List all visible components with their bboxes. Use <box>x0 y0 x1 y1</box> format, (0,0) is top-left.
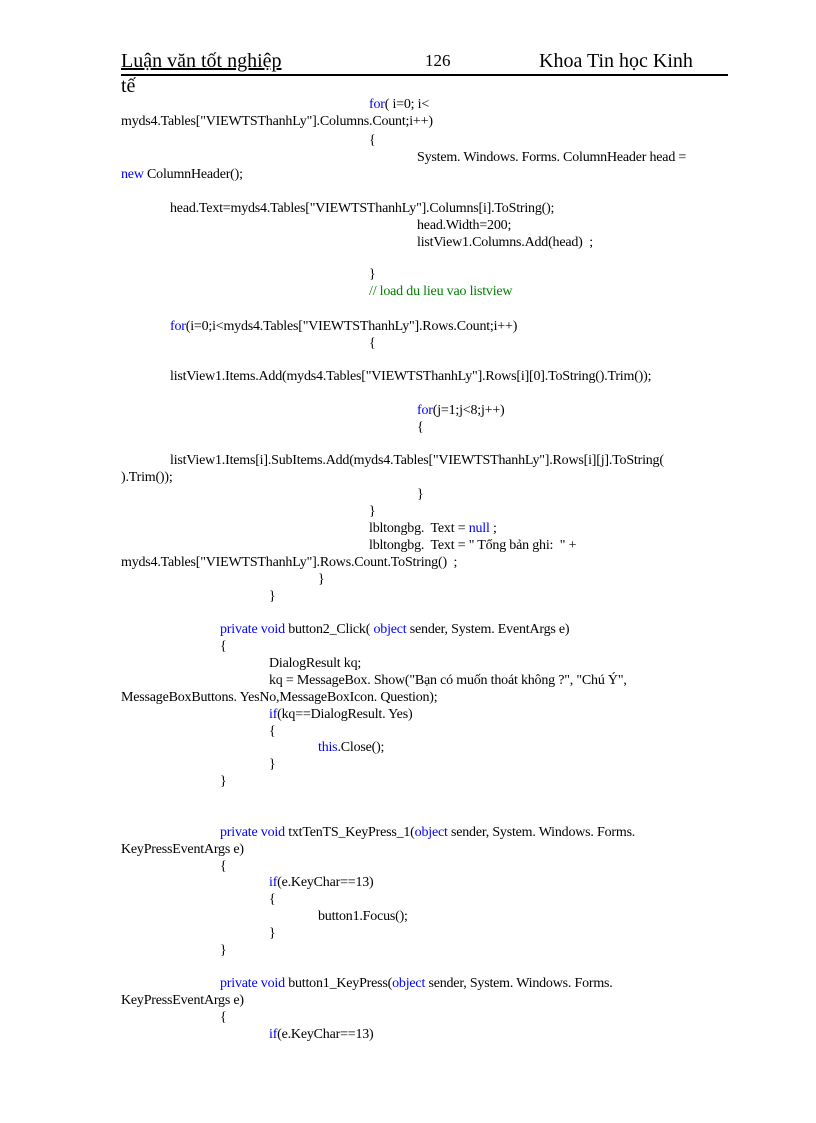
code-text: MessageBoxButtons. YesNo,MessageBoxIcon. Question); <box>121 690 438 705</box>
code-line <box>269 1026 374 1043</box>
code-line <box>269 588 276 605</box>
code-text: { <box>269 724 276 739</box>
faculty-name: Khoa Tin học Kinh <box>539 50 693 72</box>
thesis-title: Luận văn tốt nghiệp <box>121 50 282 72</box>
code-text: { <box>220 639 227 654</box>
code-text: ColumnHeader(); <box>143 167 243 182</box>
code-line <box>220 942 227 959</box>
code-text: (i=0;i<myds4.Tables["VIEWTSThanhLy"].Rows.Count;i++) <box>185 319 518 334</box>
code-text: DialogResult kq; <box>269 656 362 671</box>
code-text: System. Windows. Forms. ColumnHeader head = <box>417 150 687 165</box>
code-text: { <box>220 1010 227 1025</box>
code-text: } <box>417 487 424 502</box>
code-line <box>269 925 276 942</box>
code-text: sender, System. Windows. Forms. <box>425 976 613 991</box>
code-line <box>170 200 554 217</box>
code-line <box>220 1009 227 1026</box>
code-line <box>121 841 244 858</box>
code-text: } <box>369 504 376 519</box>
code-line <box>269 874 374 891</box>
code-text: ; <box>489 521 497 536</box>
code-line <box>220 858 227 875</box>
code-keyword: private <box>220 622 258 637</box>
page-header <box>121 48 728 76</box>
code-keyword: this <box>318 740 338 755</box>
code-line <box>220 975 613 992</box>
code-text: KeyPressEventArgs e) <box>121 993 244 1008</box>
code-line <box>220 773 227 790</box>
code-line <box>269 723 276 740</box>
code-text: sender, System. EventArgs e) <box>406 622 570 637</box>
code-text: KeyPressEventArgs e) <box>121 842 244 857</box>
code-line <box>369 335 376 352</box>
code-comment: // load du lieu vao listview <box>369 284 513 299</box>
code-text: button1_KeyPress( <box>284 976 393 991</box>
code-line <box>121 166 243 183</box>
code-text: (j=1;j<8;j++) <box>432 403 505 418</box>
code-text: } <box>269 926 276 941</box>
code-text: } <box>220 774 227 789</box>
code-line <box>369 520 497 537</box>
code-keyword: null <box>468 521 490 536</box>
code-text: listView1.Columns.Add(head) ; <box>417 235 593 250</box>
code-line <box>170 452 664 469</box>
code-line <box>318 739 384 756</box>
code-line <box>220 824 635 841</box>
code-keyword: private <box>220 976 258 991</box>
code-text: ).Trim()); <box>121 470 173 485</box>
code-line <box>417 402 505 419</box>
code-text: lbltongbg. Text = <box>369 521 469 536</box>
code-keyword: void <box>260 825 285 840</box>
code-text: (e.KeyChar==13) <box>277 875 374 890</box>
code-text: listView1.Items[i].SubItems.Add(myds4.Tables["VIEWTSThanhLy"].Rows[i][j].ToString( <box>170 453 664 468</box>
code-text: myds4.Tables["VIEWTSThanhLy"].Columns.Count;i++) <box>121 114 433 129</box>
code-text: txtTenTS_KeyPress_1( <box>284 825 415 840</box>
code-line <box>369 503 376 520</box>
code-keyword: for <box>369 97 385 112</box>
code-text: head.Width=200; <box>417 218 512 233</box>
code-text: sender, System. Windows. Forms. <box>447 825 636 840</box>
code-line <box>417 217 511 234</box>
code-line <box>121 992 244 1009</box>
code-line <box>318 908 408 925</box>
code-line <box>220 621 569 638</box>
code-line <box>318 571 325 588</box>
code-keyword: new <box>121 167 144 182</box>
code-text: head.Text=myds4.Tables["VIEWTSThanhLy"].Columns[i].ToString(); <box>170 201 555 216</box>
code-line <box>417 486 424 503</box>
code-line <box>269 655 361 672</box>
code-keyword: for <box>170 319 186 334</box>
code-text: myds4.Tables["VIEWTSThanhLy"].Rows.Count.ToString() ; <box>121 555 458 570</box>
code-text: } <box>269 757 276 772</box>
code-line <box>170 368 651 385</box>
code-keyword: object <box>373 622 407 637</box>
code-keyword: private <box>220 825 258 840</box>
code-line <box>121 689 437 706</box>
faculty-name-continued: tế <box>121 75 136 97</box>
code-text: (kq==DialogResult. Yes) <box>277 707 413 722</box>
code-line <box>121 469 173 486</box>
code-text: { <box>369 336 376 351</box>
code-text: lbltongbg. Text = " Tổng bản ghi: " + <box>369 538 577 553</box>
code-line <box>369 537 576 554</box>
code-line <box>369 283 512 300</box>
code-keyword: object <box>414 825 448 840</box>
code-text: ( i=0; i< <box>384 97 430 112</box>
page-number: 126 <box>425 51 451 70</box>
code-line <box>369 266 376 283</box>
code-text: listView1.Items.Add(myds4.Tables["VIEWTSThanhLy"].Rows[i][0].ToString().Trim()); <box>170 369 652 384</box>
code-line <box>417 149 686 166</box>
code-text: { <box>269 892 276 907</box>
code-text: { <box>369 133 376 148</box>
code-text: .Close(); <box>337 740 385 755</box>
code-line <box>269 756 276 773</box>
code-line <box>220 638 227 655</box>
code-text: } <box>269 589 276 604</box>
code-text: { <box>417 420 424 435</box>
code-line <box>269 706 412 723</box>
code-keyword: if <box>269 707 278 722</box>
code-line <box>170 318 517 335</box>
code-keyword: for <box>417 403 433 418</box>
code-keyword: void <box>260 976 285 991</box>
code-text: button1.Focus(); <box>318 909 408 924</box>
code-line <box>269 672 627 689</box>
code-keyword: object <box>392 976 426 991</box>
code-text: kq = MessageBox. Show("Bạn có muốn thoát không ?", "Chú Ý", <box>269 673 627 688</box>
code-line <box>369 132 376 149</box>
code-line <box>417 419 424 436</box>
code-line <box>121 113 433 130</box>
code-line <box>269 891 276 908</box>
code-keyword: void <box>260 622 285 637</box>
code-line <box>417 234 593 251</box>
code-text: button2_Click( <box>284 622 374 637</box>
code-text: } <box>220 943 227 958</box>
code-keyword: if <box>269 1027 278 1042</box>
code-line <box>121 554 457 571</box>
code-text: } <box>369 267 376 282</box>
code-text: { <box>220 859 227 874</box>
code-text: (e.KeyChar==13) <box>277 1027 374 1042</box>
code-line <box>369 96 429 113</box>
code-text: } <box>318 572 325 587</box>
code-keyword: if <box>269 875 278 890</box>
